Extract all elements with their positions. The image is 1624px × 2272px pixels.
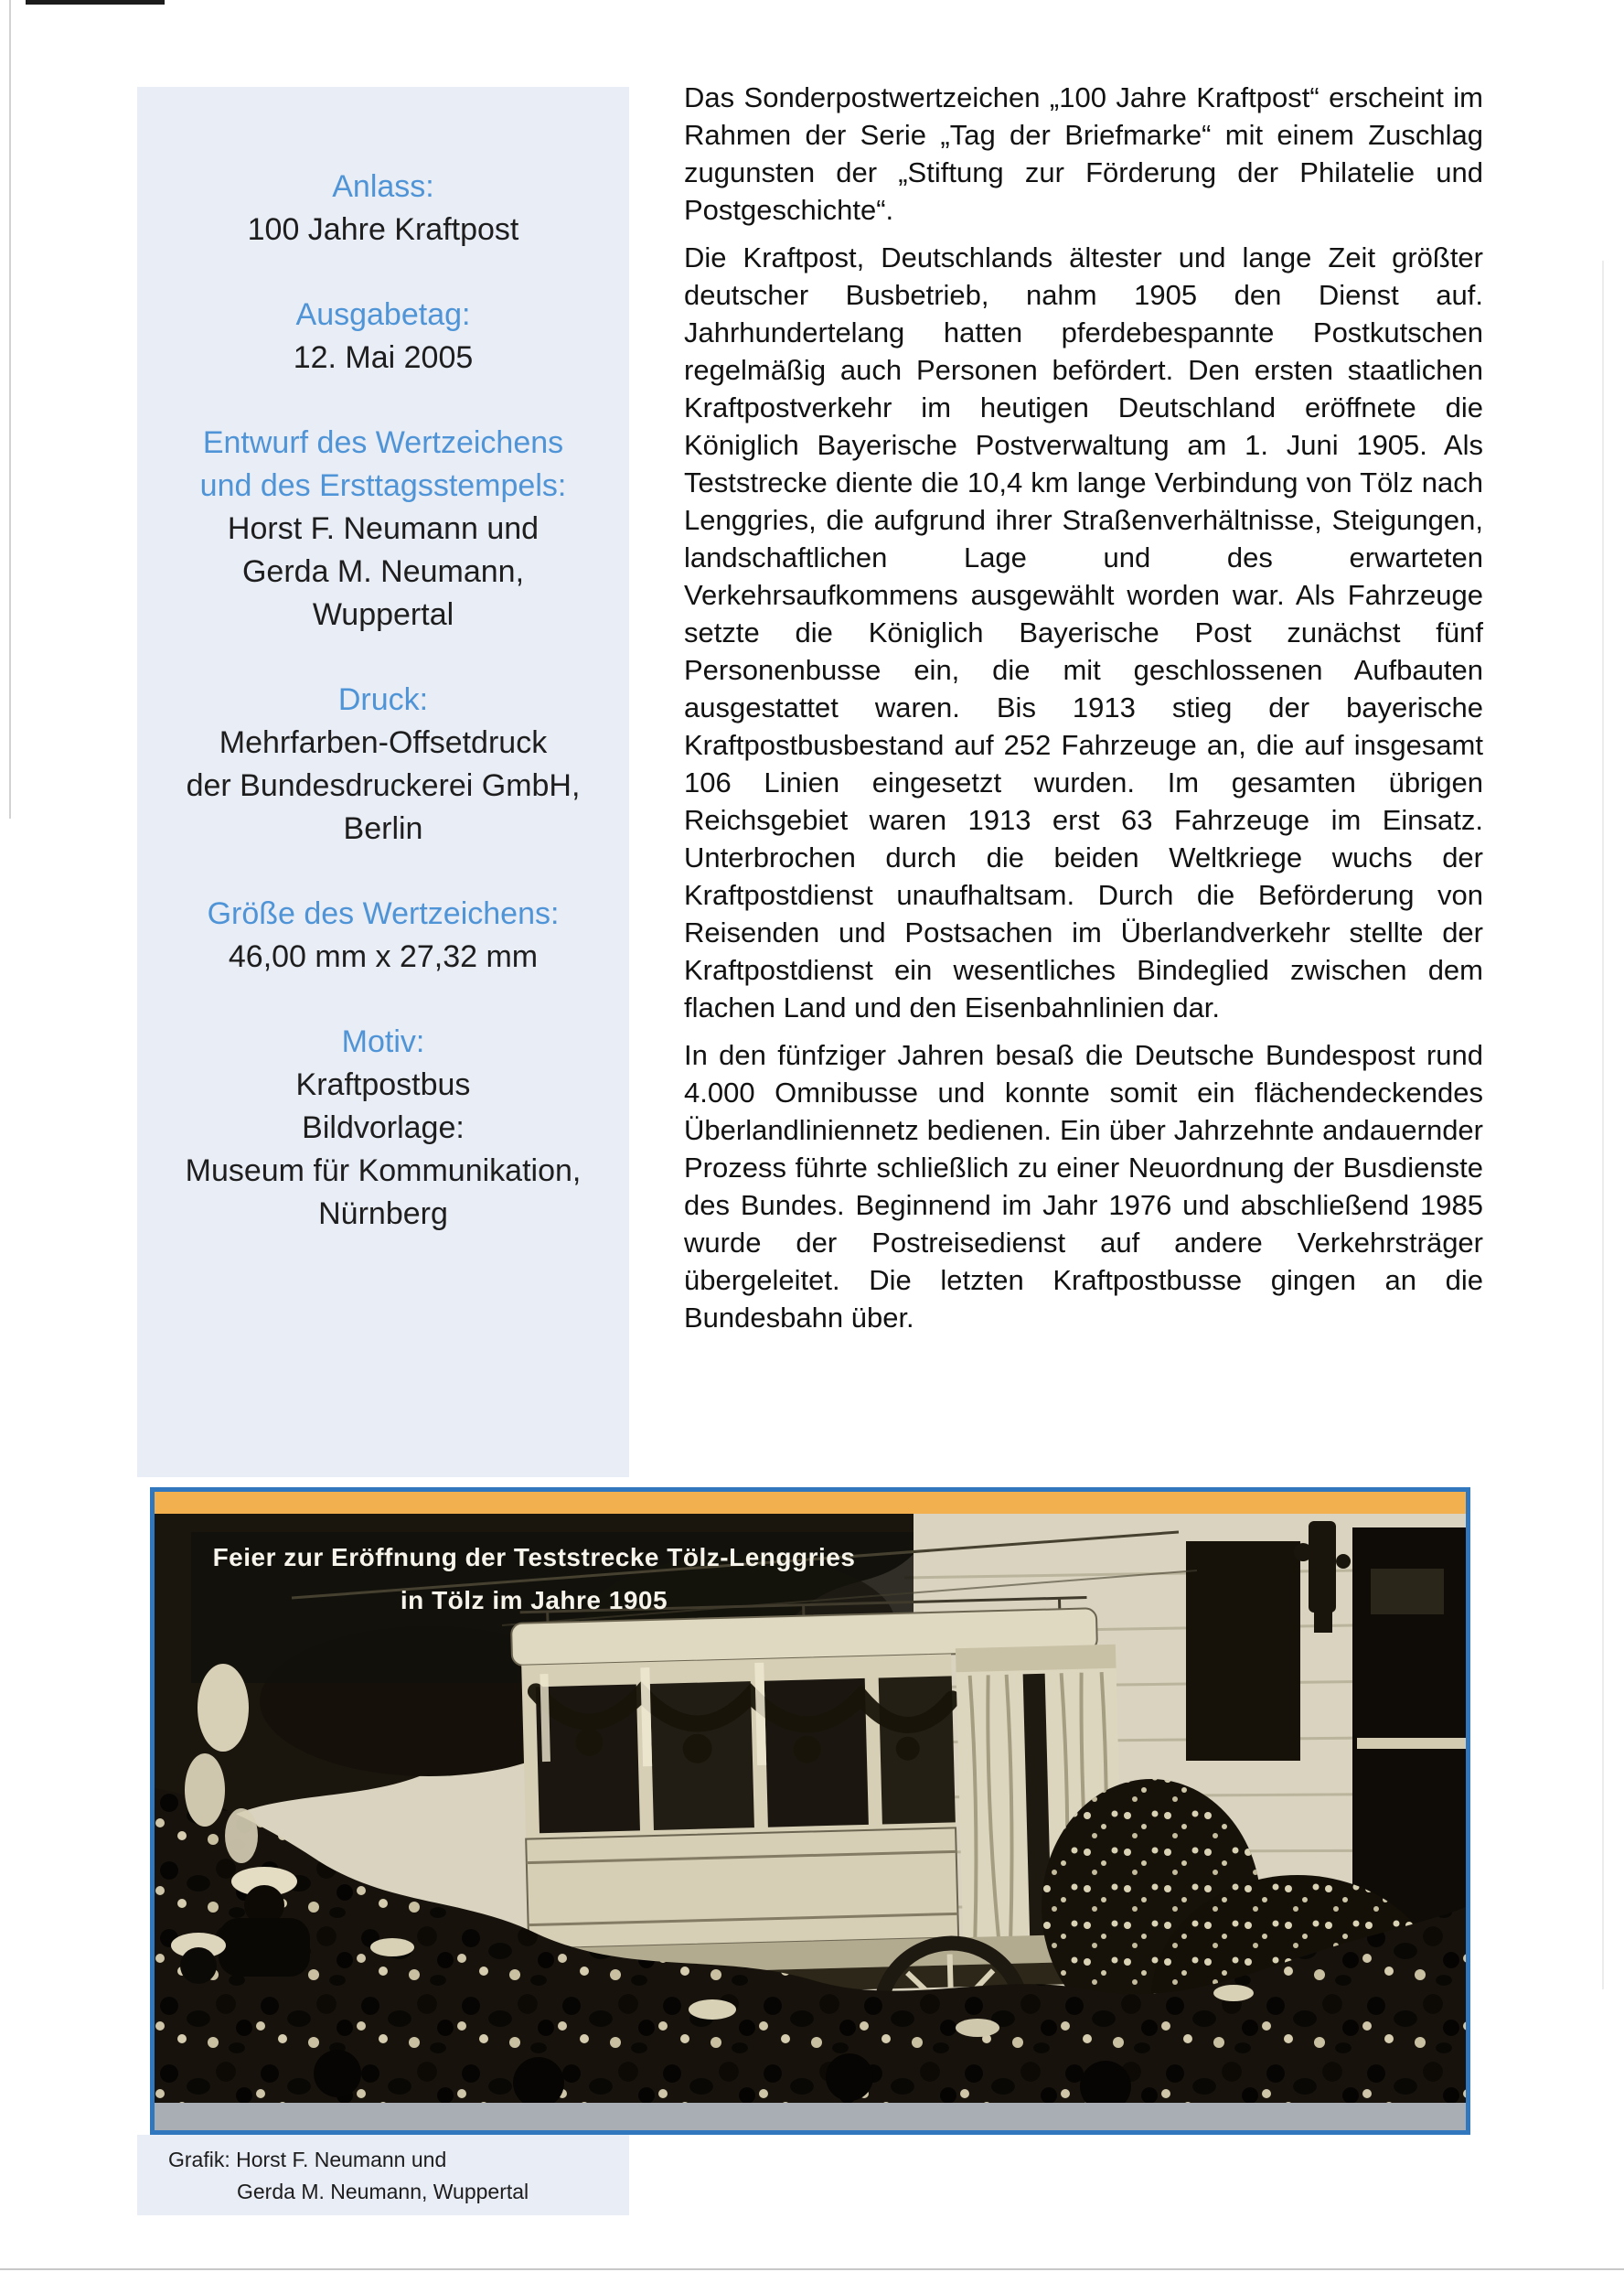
photo-caption <box>182 1536 886 1622</box>
scan-edge-line-left <box>9 0 11 819</box>
info-label: Ausgabetag: <box>295 297 471 332</box>
stamp-info-panel <box>137 87 629 1477</box>
article-paragraph-2: Die Kraftpost, Deutschlands ältester und lange Zeit größter deutscher Busbetrieb, nahm 1905 den Dienst auf. Jahrhundertelang hatten pferdebespannte Postkutschen regelmäßig auch Personen befördert. Den ersten staatlichen Kraftpostverkehr im heutigen Deutschland eröffnete die Königlich Bayerische Postverwaltung am 1. Juni 1905. Als Teststrecke diente die 10,4 km lange Verbindung von Tölz nach Lenggries, die aufgrund ihrer Straßenverhältnisse, Steigungen, landschaftlichen Lage und des erwarteten Verkehrsaufkommens ausgewählt worden war. Als Fahrzeuge setzte die Königlich Bayerische Post zunächst fünf Personenbusse ein, die mit geschlossenen Aufbauten ausgestattet waren. Bis 1913 stieg der bayerische Kraftpostbusbestand auf 252 Fahrzeuge an, die auf insgesamt 106 Linien eingesetzt wurden. Im gesamten übrigen Reichsgebiet waren 1913 erst 63 Fahrzeuge im Einsatz. Unterbrochen durch die beiden Weltkriege wuchs der Kraftpostdienst unaufhaltsam. Durch die Beförderung von Reisenden und Postsachen im Überlandverkehr stellte der Kraftpostdienst ein wesentliches Bindeglied zwischen dem flachen Land und den Eisenbahnlinien dar. <box>684 241 1483 1023</box>
info-block-ausgabetag <box>137 294 629 380</box>
photo-credit-panel <box>137 2135 629 2215</box>
info-block-motiv <box>137 1021 629 1236</box>
info-value: Gerda M. Neumann, <box>241 554 525 589</box>
photo-credit-line-1: Grafik: Horst F. Neumann und <box>168 2148 447 2171</box>
info-value: Kraftpostbus <box>295 1067 471 1102</box>
info-block-anlass <box>137 166 629 252</box>
scan-edge-line-bottom <box>0 2268 1624 2270</box>
info-label: Druck: <box>337 682 429 717</box>
scan-edge-sliver-top <box>26 0 165 5</box>
article-paragraph-1: Das Sonderpostwertzeichen „100 Jahre Kraftpost“ erscheint im Rahmen der Serie „Tag der Briefmarke“ mit einem Zuschlag zugunsten der „Stiftung zur Förderung der Philatelie und Postgeschichte“. <box>684 81 1483 226</box>
info-value: 100 Jahre Kraftpost <box>247 212 519 247</box>
info-block-groesse <box>137 893 629 979</box>
info-value: Horst F. Neumann und <box>227 511 540 546</box>
info-label: Entwurf des Wertzeichens <box>202 425 564 460</box>
info-block-druck <box>137 679 629 851</box>
article-paragraph-3: In den fünfziger Jahren besaß die Deutsche Bundespost rund 4.000 Omnibusse und konnte somit ein flächendeckendes Überlandliniennetz bedienen. Ein über Jahrzehnte andauernder Prozess führte schließlich zu einer Neuordnung der Busdienste des Bundes. Beginnend im Jahr 1976 und abschließend 1985 wurde der Postreisedienst auf andere Verkehrsträger übergeleitet. Die letzten Kraftpostbusse gingen an die Bundesbahn über. <box>684 1039 1483 1334</box>
info-label: Größe des Wertzeichens: <box>207 896 560 931</box>
photo-caption-line-1: Feier zur Eröffnung der Teststrecke Tölz-Lenggries <box>212 1543 856 1571</box>
info-value: Museum für Kommunikation, <box>185 1153 582 1188</box>
info-label: Anlass: <box>332 169 434 204</box>
info-block-entwurf <box>137 422 629 637</box>
info-value: Bildvorlage: <box>302 1110 465 1145</box>
info-value: der Bundesdruckerei GmbH, <box>186 768 581 803</box>
info-value: 12. Mai 2005 <box>293 340 474 375</box>
historical-photo-figure <box>150 1487 1470 2135</box>
info-value: Mehrfarben-Offsetdruck <box>219 725 548 760</box>
photo-caption-line-2: in Tölz im Jahre 1905 <box>400 1586 668 1614</box>
info-label: Motiv: <box>341 1024 425 1059</box>
photo-yellow-bar <box>155 1492 1466 1514</box>
photo-credit-line-2: Gerda M. Neumann, Wuppertal <box>237 2180 529 2203</box>
photo-grey-bar <box>155 2103 1466 2130</box>
article-text <box>684 79 1483 1346</box>
info-value: 46,00 mm x 27,32 mm <box>228 939 539 974</box>
scan-edge-line-right <box>1602 261 1604 1989</box>
info-value: Nürnberg <box>318 1196 448 1231</box>
info-value: Wuppertal <box>312 597 454 632</box>
info-label: und des Ersttagsstempels: <box>199 468 567 503</box>
info-value: Berlin <box>343 811 423 846</box>
